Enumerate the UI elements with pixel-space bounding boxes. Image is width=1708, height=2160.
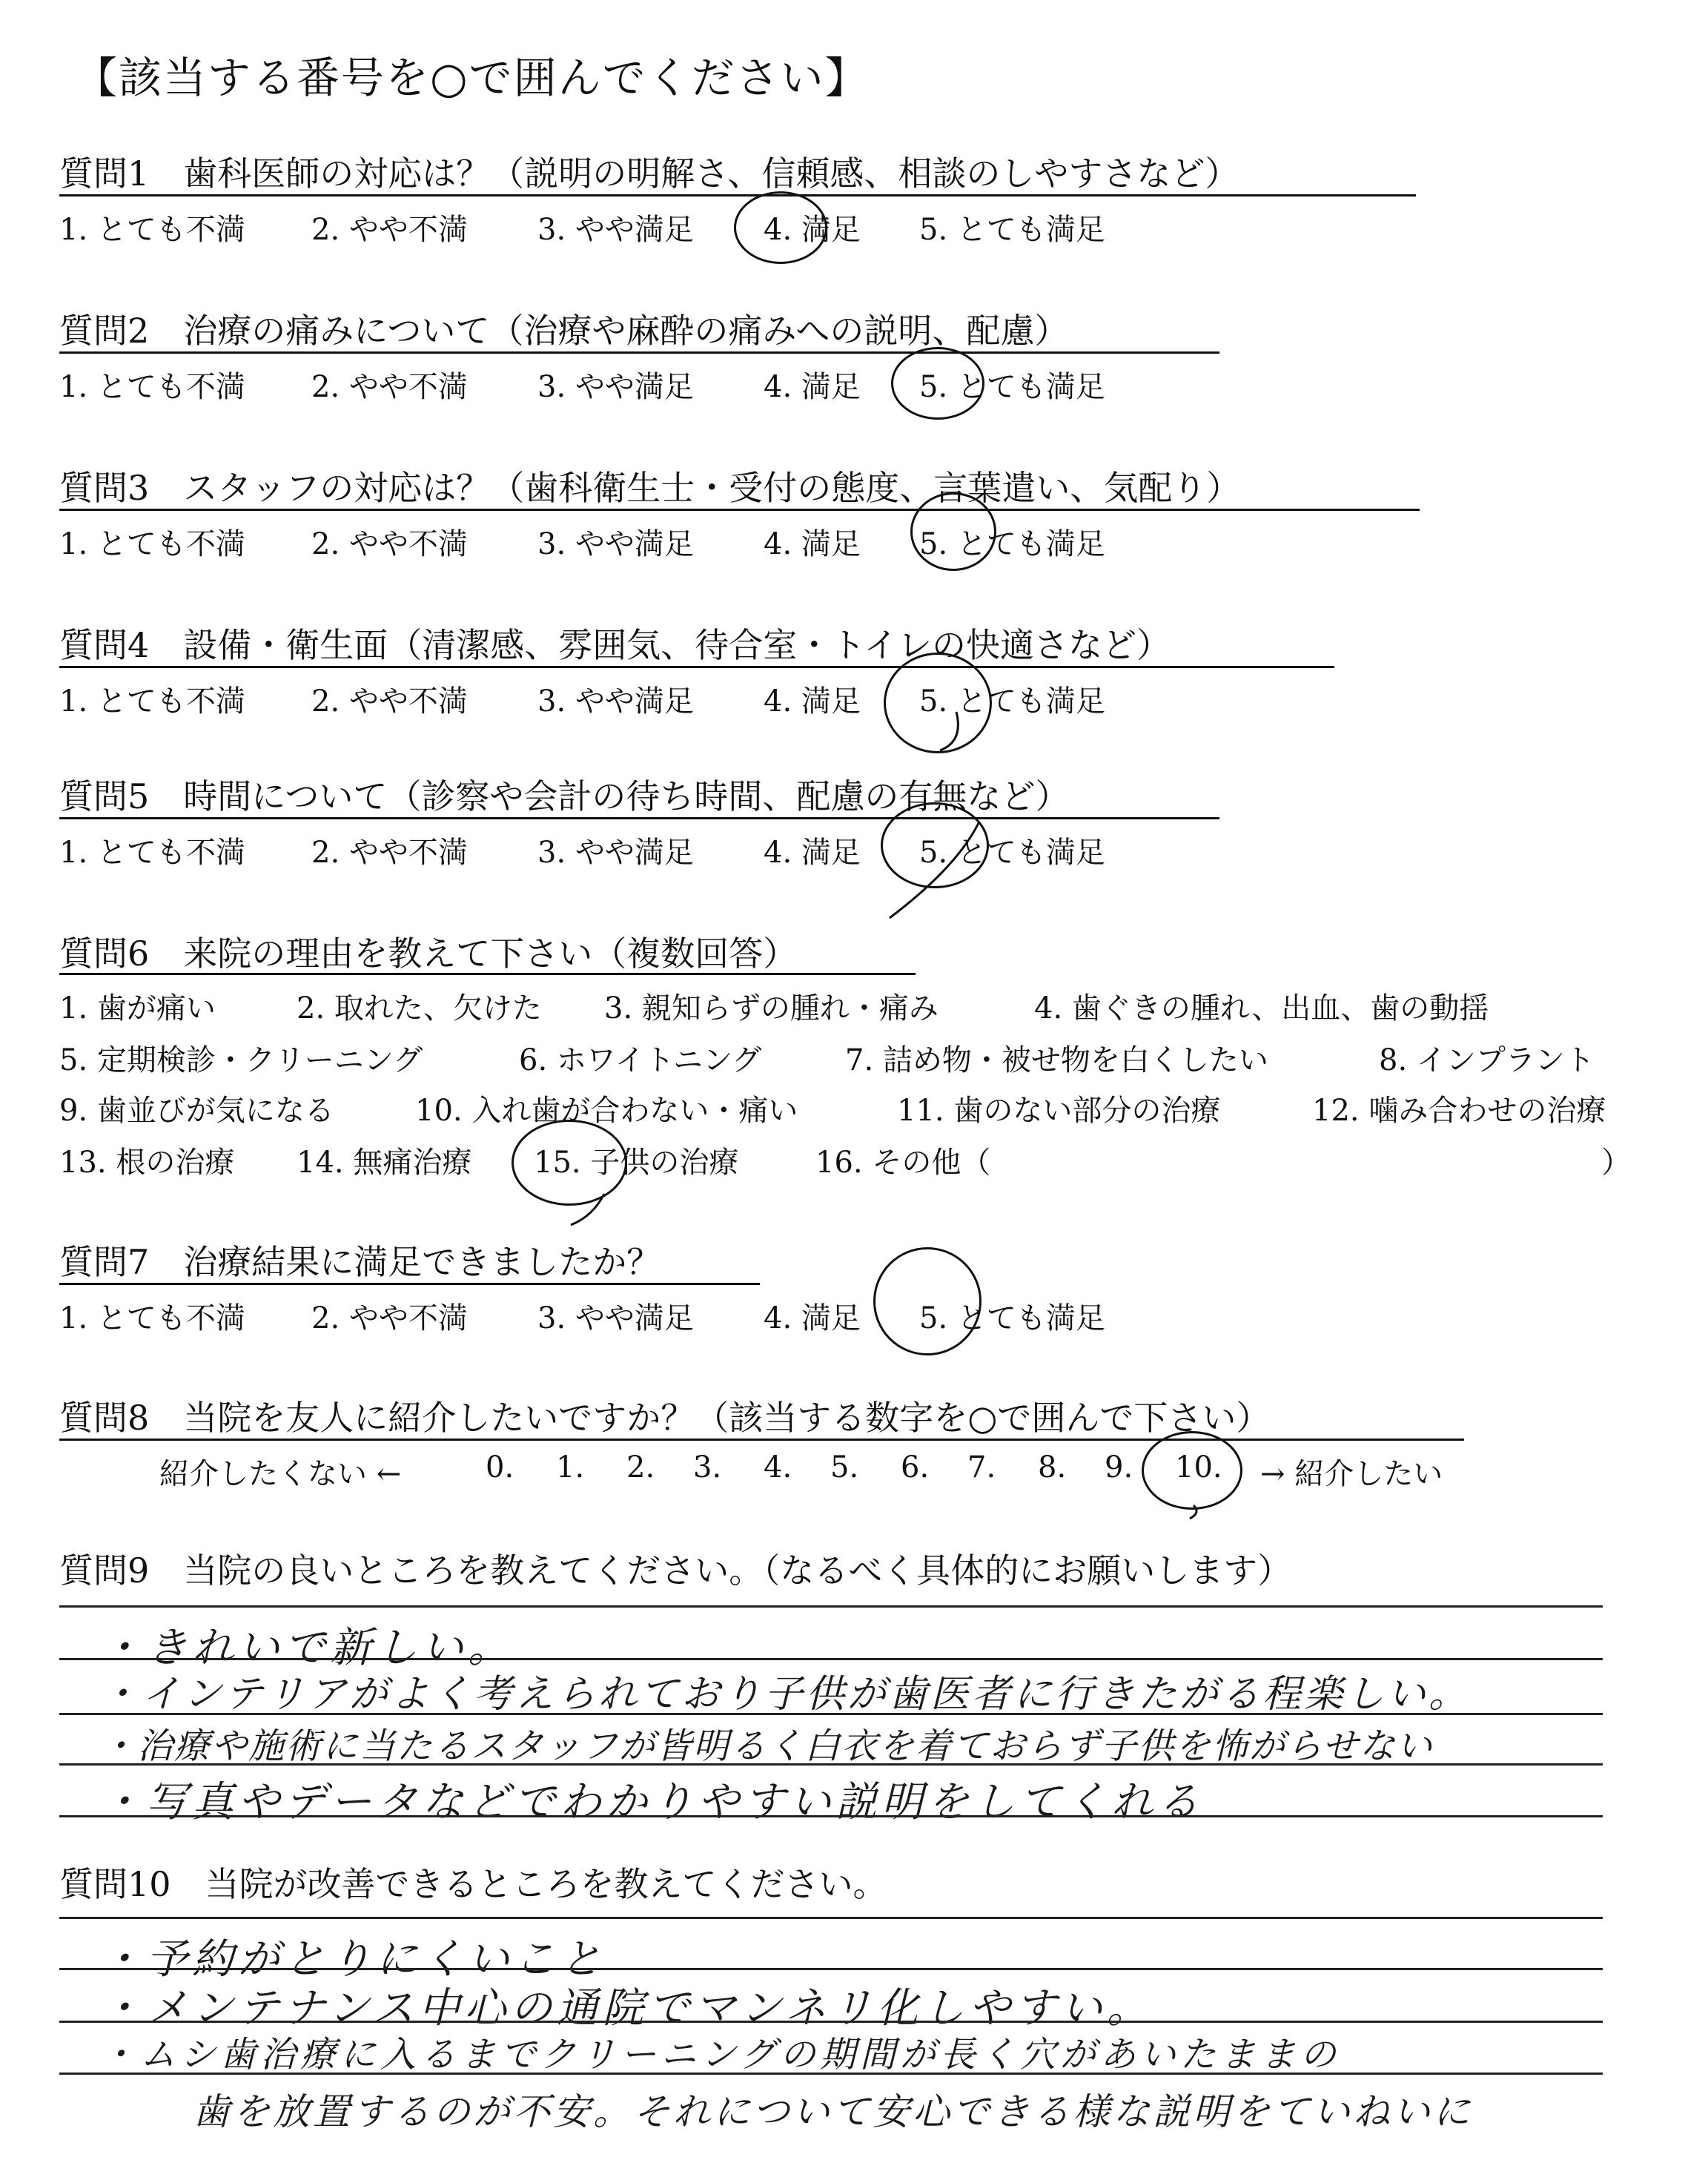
q7-option-4[interactable]: 4. 満足 — [764, 1301, 861, 1335]
q4-option-2[interactable]: 2. やや不満 — [311, 684, 468, 719]
q6-option-1[interactable]: 1. 歯が痛い — [59, 991, 216, 1025]
q4-option-5[interactable]: 5. とても満足 — [919, 684, 1105, 719]
q3-option-1[interactable]: 1. とても不満 — [59, 527, 245, 561]
q5-option-2[interactable]: 2. やや不満 — [311, 836, 468, 870]
q7-option-2[interactable]: 2. やや不満 — [311, 1301, 468, 1335]
q3-option-3[interactable]: 3. やや満足 — [537, 527, 694, 561]
q8-scale-7[interactable]: 7. — [967, 1450, 996, 1484]
q2-option-5[interactable]: 5. とても満足 — [919, 370, 1105, 404]
question-3-title: 質問3 スタッフの対応は？（歯科衛生士・受付の態度、言葉遣い、気配り） — [59, 468, 1241, 508]
q7-option-3[interactable]: 3. やや満足 — [537, 1301, 694, 1335]
q7-option-1[interactable]: 1. とても不満 — [59, 1301, 245, 1335]
q2-option-3[interactable]: 3. やや満足 — [537, 370, 694, 404]
q4-option-4[interactable]: 4. 満足 — [764, 684, 861, 719]
q8-left-label: 紹介したくない ← — [159, 1457, 402, 1491]
q8-scale-9[interactable]: 9. — [1105, 1450, 1133, 1484]
q6-option-5[interactable]: 5. 定期検診・クリーニング — [59, 1043, 423, 1077]
question-9-title: 質問9 当院の良いところを教えてください。（なるべく具体的にお願いします） — [59, 1550, 1292, 1591]
q4-option-3[interactable]: 3. やや満足 — [537, 684, 694, 719]
q6-option-8[interactable]: 8. インプラント — [1379, 1043, 1595, 1077]
q6-option-10[interactable]: 10. 入れ歯が合わない・痛い — [415, 1094, 798, 1128]
q5-option-1[interactable]: 1. とても不満 — [59, 836, 245, 870]
q8-scale-6[interactable]: 6. — [901, 1450, 930, 1484]
q6-option-13[interactable]: 13. 根の治療 — [59, 1146, 235, 1180]
q9-answer-2: ・インテリアがよく考えられており子供が歯医者に行きたがる程楽しい。 — [100, 1672, 1471, 1717]
q2-option-2[interactable]: 2. やや不満 — [311, 370, 468, 404]
q3-option-4[interactable]: 4. 満足 — [764, 527, 861, 561]
q1-option-3[interactable]: 3. やや満足 — [537, 213, 694, 247]
q8-scale-5[interactable]: 5. — [830, 1450, 859, 1484]
question-6-title: 質問6 来院の理由を教えて下さい（複数回答） — [59, 934, 798, 974]
q8-scale-8[interactable]: 8. — [1038, 1450, 1067, 1484]
q6-option-14[interactable]: 14. 無痛治療 — [297, 1146, 472, 1180]
question-4-title: 質問4 設備・衛生面（清潔感、雰囲気、待合室・トイレの快適さなど） — [59, 625, 1171, 665]
question-5-title: 質問5 時間について（診察や会計の待ち時間、配慮の有無など） — [59, 776, 1070, 816]
q6-option-6[interactable]: 6. ホワイトニング — [519, 1043, 762, 1077]
q6-option-7[interactable]: 7. 詰め物・被せ物を白くしたい — [845, 1043, 1268, 1077]
q6-option-11[interactable]: 11. 歯のない部分の治療 — [897, 1094, 1221, 1128]
q6-option-16[interactable]: 16. その他（ — [815, 1146, 991, 1180]
question-7-title: 質問7 治療結果に満足できましたか？ — [59, 1242, 661, 1282]
q10-answer-3: ・ムシ歯治療に入るまでクリーニングの期間が長く穴があいたままの — [100, 2034, 1341, 2075]
q8-scale-1[interactable]: 1. — [556, 1450, 585, 1484]
q10-answer-2: ・メンテナンス中心の通院でマンネリ化しやすい。 — [100, 1984, 1153, 2032]
question-2-title: 質問2 治療の痛みについて（治療や麻酔の痛みへの説明、配慮） — [59, 311, 1069, 351]
q8-scale-2[interactable]: 2. — [626, 1450, 655, 1484]
q8-scale-0[interactable]: 0. — [486, 1450, 514, 1484]
q6-other-close-paren: ） — [1601, 1146, 1631, 1180]
q10-answer-4: 歯を放置するのが不安。それについて安心できる様な説明をていねいに — [193, 2090, 1473, 2133]
page-title: 【該当する番号を○で囲んでください】 — [74, 53, 870, 103]
question-8-title: 質問8 当院を友人に紹介したいですか？（該当する数字を○で囲んで下さい） — [59, 1398, 1271, 1438]
q3-option-5[interactable]: 5. とても満足 — [919, 527, 1105, 561]
q1-option-2[interactable]: 2. やや不満 — [311, 213, 468, 247]
q8-right-label: → 紹介したい — [1260, 1457, 1443, 1491]
q6-option-15[interactable]: 15. 子供の治療 — [534, 1146, 739, 1180]
q1-option-1[interactable]: 1. とても不満 — [59, 213, 245, 247]
q6-option-9[interactable]: 9. 歯並びが気になる — [59, 1094, 334, 1128]
q2-option-1[interactable]: 1. とても不満 — [59, 370, 245, 404]
question-10-title: 質問10 当院が改善できるところを教えてください。 — [59, 1864, 887, 1904]
q8-scale-10[interactable]: 10. — [1175, 1450, 1222, 1484]
q6-option-2[interactable]: 2. 取れた、欠けた — [297, 991, 542, 1025]
q9-answer-1: ・きれいで新しい。 — [100, 1624, 514, 1672]
q7-option-5[interactable]: 5. とても満足 — [919, 1301, 1105, 1335]
q5-option-4[interactable]: 4. 満足 — [764, 836, 861, 870]
q4-option-1[interactable]: 1. とても不満 — [59, 684, 245, 719]
q8-scale-4[interactable]: 4. — [764, 1450, 792, 1484]
q6-option-12[interactable]: 12. 噛み合わせの治療 — [1312, 1094, 1606, 1128]
q9-answer-4: ・写真やデータなどでわかりやすい説明をしてくれる — [100, 1778, 1203, 1826]
q2-option-4[interactable]: 4. 満足 — [764, 370, 861, 404]
question-1-title: 質問1 歯科医師の対応は？（説明の明解さ、信頼感、相談のしやすさなど） — [59, 153, 1239, 194]
q3-option-2[interactable]: 2. やや不満 — [311, 527, 468, 561]
q6-option-3[interactable]: 3. 親知らずの腫れ・痛み — [604, 991, 939, 1025]
q8-scale-3[interactable]: 3. — [693, 1450, 722, 1484]
q5-option-5[interactable]: 5. とても満足 — [919, 836, 1105, 870]
q6-option-4[interactable]: 4. 歯ぐきの腫れ、出血、歯の動揺 — [1034, 991, 1489, 1025]
q5-option-3[interactable]: 3. やや満足 — [537, 836, 694, 870]
q1-option-4[interactable]: 4. 満足 — [764, 213, 861, 247]
q1-option-5[interactable]: 5. とても満足 — [919, 213, 1105, 247]
q9-answer-3: ・治療や施術に当たるスタッフが皆明るく白衣を着ておらず子供を怖がらせない — [100, 1725, 1434, 1767]
q10-answer-1: ・予約がとりにくいこと — [100, 1935, 606, 1984]
